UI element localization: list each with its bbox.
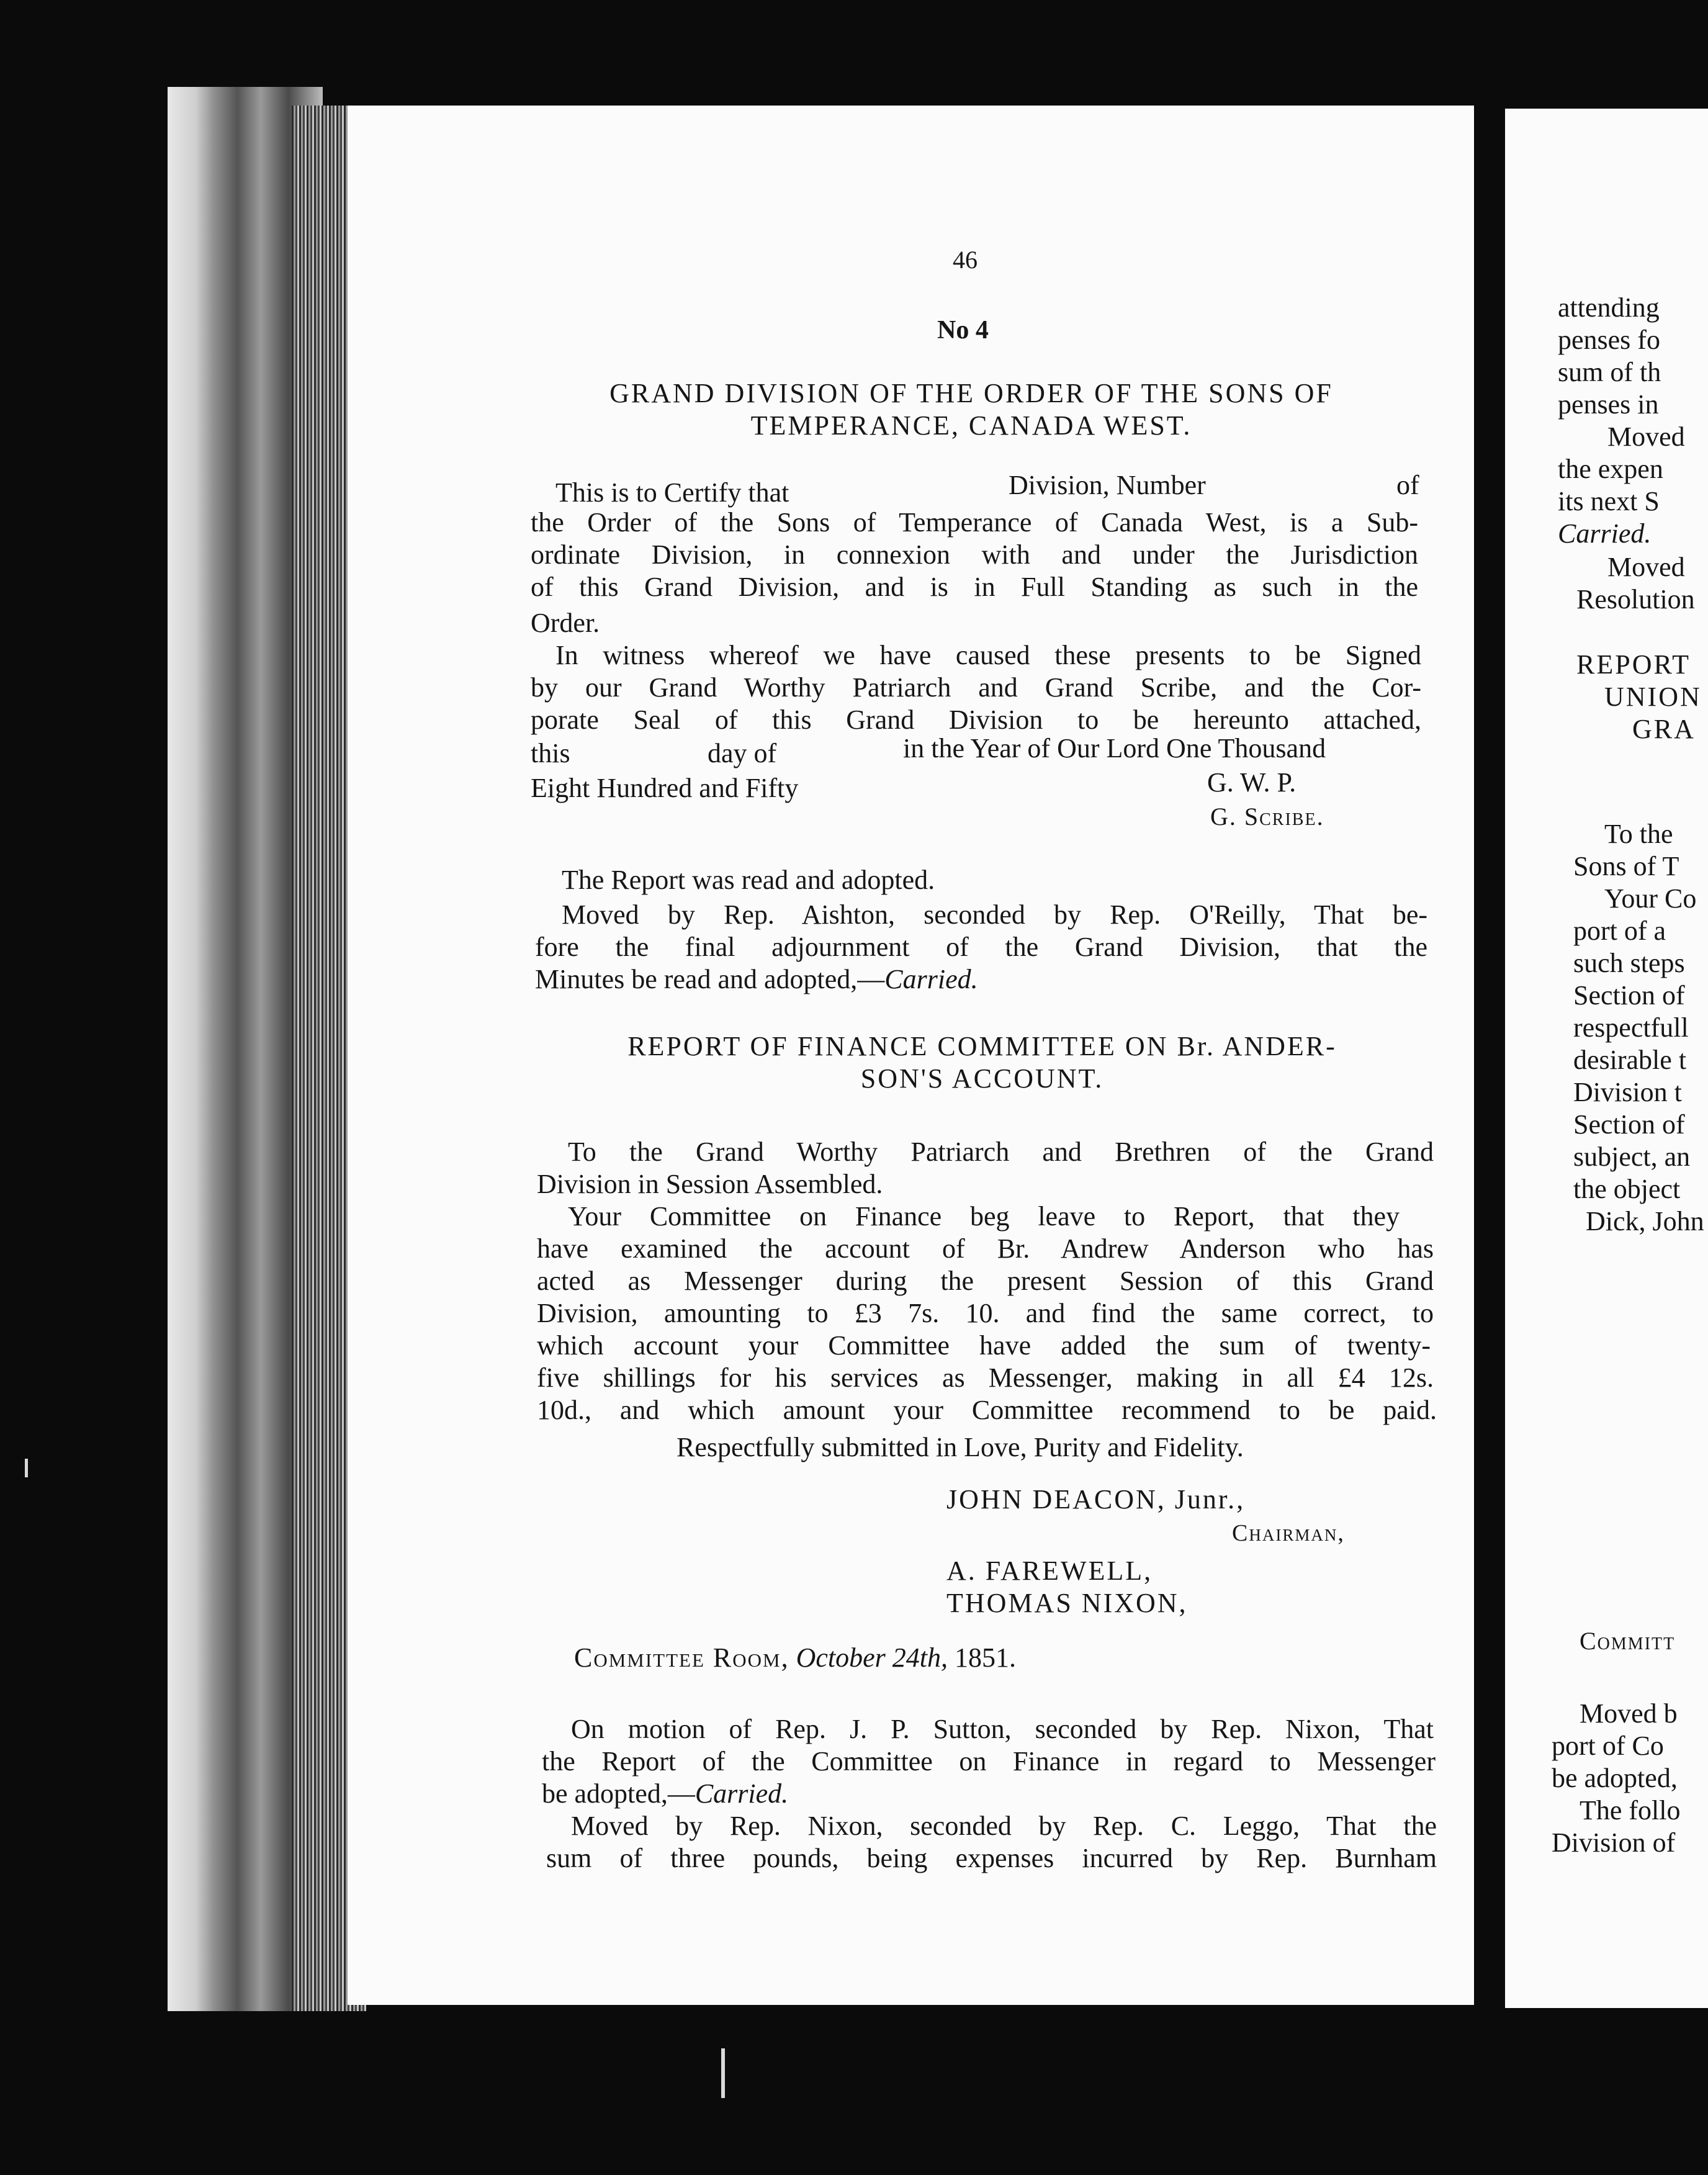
motion1-carried: Carried. xyxy=(884,964,978,994)
member-farewell: A. FAREWELL, xyxy=(946,1556,1153,1586)
motion3-line-1: Moved by Rep. Nixon, seconded by Rep. C. Leggo, That the xyxy=(571,1811,1437,1841)
motion1-line-3 xyxy=(535,963,978,996)
motion2-line-3 xyxy=(542,1778,788,1810)
motion2-line-1: On motion of Rep. J. P. Sutton, seconded by Rep. Nixon, That xyxy=(571,1714,1434,1744)
cert-line-9c: in the Year of Our Lord One Thousand xyxy=(903,733,1326,763)
rp-line: Division t xyxy=(1573,1077,1682,1107)
rp-line: To the xyxy=(1604,819,1673,849)
rp-line: sum of th xyxy=(1558,357,1661,387)
cert-line-5: Order. xyxy=(531,608,600,638)
finance-line-6: Division, amounting to £3 7s. 10. and find the same correct, to xyxy=(537,1298,1434,1328)
rp-line: the object xyxy=(1573,1174,1681,1204)
rp-line: The follo xyxy=(1580,1795,1681,1826)
finance-heading-line-1: REPORT OF FINANCE COMMITTEE ON Br. ANDER- xyxy=(627,1031,1337,1061)
motion1-line-1: Moved by Rep. Aishton, seconded by Rep. O'Reilly, That be- xyxy=(562,899,1427,930)
finance-line-8: five shillings for his services as Messenger, making in all £4 12s. xyxy=(537,1362,1434,1393)
rp-line: Moved xyxy=(1607,421,1685,452)
rp-line: desirable t xyxy=(1573,1045,1687,1075)
rp-line: port of Co xyxy=(1552,1731,1664,1761)
form-title-line-1: GRAND DIVISION OF THE ORDER OF THE SONS OF xyxy=(609,378,1333,408)
finance-heading-line-2: SON'S ACCOUNT. xyxy=(860,1063,1104,1094)
finance-line-7: which account your Committee have added the sum of twenty- xyxy=(537,1330,1431,1361)
motion2-line-2: the Report of the Committee on Finance in regard to Messenger xyxy=(542,1746,1436,1776)
rp-line: Committ xyxy=(1580,1627,1676,1655)
rp-line: Dick, John xyxy=(1586,1206,1704,1236)
finance-line-1: To the Grand Worthy Patriarch and Brethren of the Grand xyxy=(568,1137,1434,1167)
form-title-line-2: TEMPERANCE, CANADA WEST. xyxy=(750,410,1192,441)
rp-line: its next S xyxy=(1558,486,1660,516)
finance-line-2: Division in Session Assembled. xyxy=(537,1169,883,1199)
page-number: 46 xyxy=(953,246,978,274)
report-adopted: The Report was read and adopted. xyxy=(562,865,935,895)
rp-line: penses in xyxy=(1558,389,1659,420)
rp-line: Division of xyxy=(1552,1827,1676,1858)
committee-room-label: Committee Room, xyxy=(574,1642,789,1673)
rp-line: be adopted, xyxy=(1552,1763,1678,1793)
book-gutter xyxy=(1474,106,1505,2011)
cert-line-1b: Division, Number xyxy=(1009,470,1206,500)
cert-signature-scribe: G. Scribe. xyxy=(1210,803,1324,831)
committee-room-year: 1851. xyxy=(955,1642,1017,1673)
form-number: No 4 xyxy=(937,316,989,344)
chair-name: JOHN DEACON, Junr., xyxy=(946,1484,1246,1515)
cert-line-6: In witness whereof we have caused these presents to be Signed xyxy=(555,640,1421,670)
rp-line: Moved xyxy=(1607,552,1685,582)
finance-line-4: have examined the account of Br. Andrew Anderson who has xyxy=(537,1233,1434,1264)
rp-line: attending xyxy=(1558,292,1660,323)
motion1-line-3-text: Minutes be read and adopted,— xyxy=(535,964,885,994)
finance-line-5: acted as Messenger during the present Session of this Grand xyxy=(537,1266,1434,1296)
rp-line: Resolution xyxy=(1576,584,1695,615)
finance-line-3: Your Committee on Finance beg leave to Report, that they xyxy=(568,1201,1400,1232)
cert-line-10a: Eight Hundred and Fifty xyxy=(531,773,799,803)
cert-line-1a: This is to Certify that xyxy=(555,477,789,508)
cert-line-2: the Order of the Sons of Temperance of Canada West, is a Sub- xyxy=(531,507,1418,538)
cert-line-3: ordinate Division, in connexion with and under the Jurisdiction xyxy=(531,539,1418,570)
rp-line: subject, an xyxy=(1573,1142,1691,1172)
rp-line: Carried. xyxy=(1558,518,1652,549)
rp-line: port of a xyxy=(1573,916,1666,946)
rp-line: Your Co xyxy=(1604,883,1697,914)
cert-signature-gwp: G. W. P. xyxy=(1207,767,1297,798)
scan-speck xyxy=(721,2048,725,2098)
rp-line: Section of xyxy=(1573,980,1685,1011)
rp-line: Moved b xyxy=(1580,1698,1678,1729)
cert-line-7: by our Grand Worthy Patriarch and Grand Scribe, and the Cor- xyxy=(531,672,1421,703)
cert-line-1c: of xyxy=(1396,470,1419,500)
cert-line-4: of this Grand Division, and is in Full Standing as such in the xyxy=(531,572,1418,602)
finance-closing: Respectfully submitted in Love, Purity and Fidelity. xyxy=(676,1432,1244,1462)
rp-line: Section of xyxy=(1573,1109,1685,1140)
cert-line-9b: day of xyxy=(708,738,777,768)
scan-speck xyxy=(25,1459,28,1477)
member-nixon: THOMAS NIXON, xyxy=(946,1588,1188,1618)
finance-line-9: 10d., and which amount your Committee recommend to be paid. xyxy=(537,1395,1437,1425)
motion2-line-3-text: be adopted,— xyxy=(542,1778,695,1809)
rp-line: GRA xyxy=(1632,714,1696,744)
rp-line: such steps xyxy=(1573,948,1685,978)
rp-line: UNION xyxy=(1604,682,1702,712)
motion1-line-2: fore the final adjournment of the Grand Division, that the xyxy=(535,932,1427,962)
motion3-line-2: sum of three pounds, being expenses incurred by Rep. Burnham xyxy=(546,1843,1437,1873)
cert-line-8: porate Seal of this Grand Division to be hereunto attached, xyxy=(531,705,1421,735)
rp-line: penses fo xyxy=(1558,325,1660,355)
committee-room-dateline xyxy=(574,1642,1016,1674)
motion2-carried: Carried. xyxy=(694,1778,789,1809)
rp-line: respectfull xyxy=(1573,1012,1689,1043)
rp-line: REPORT xyxy=(1576,649,1691,680)
rp-line: Sons of T xyxy=(1573,851,1679,881)
committee-room-date: October 24th, xyxy=(796,1642,948,1673)
chair-title: Chairman, xyxy=(1232,1520,1345,1546)
rp-line: the expen xyxy=(1558,454,1663,484)
cert-line-9a: this xyxy=(531,738,570,768)
